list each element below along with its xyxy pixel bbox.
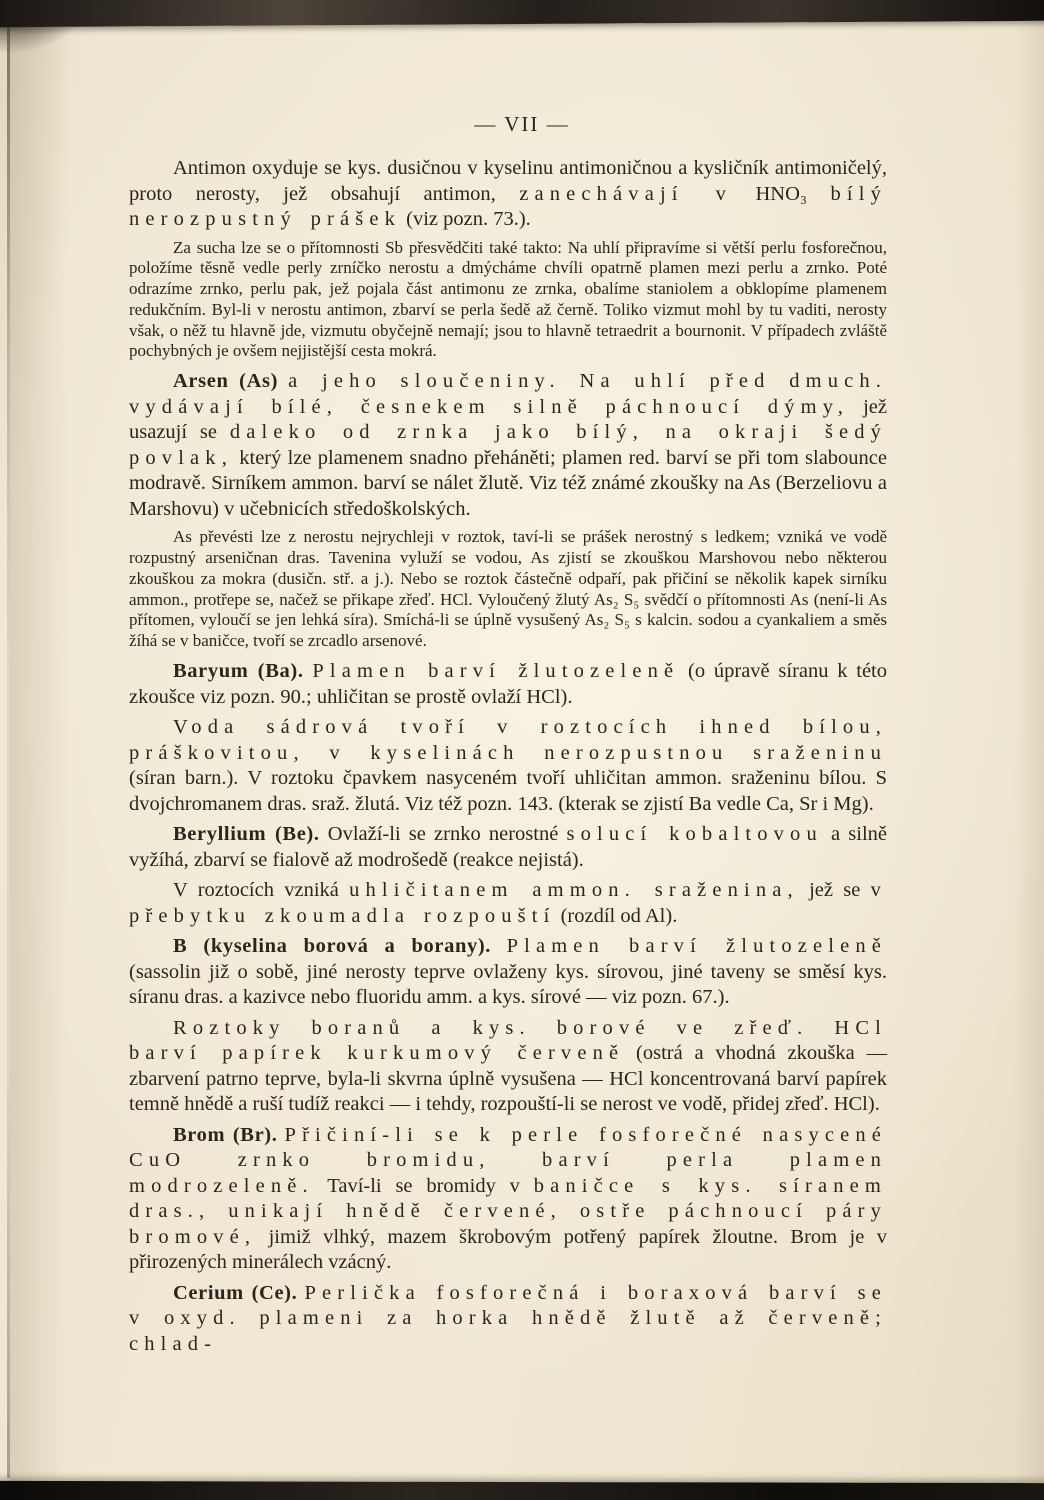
text-run: jež se <box>798 879 871 902</box>
text-body <box>129 156 887 1362</box>
text-run: (ostrá a vhodná zkouška — zbarvení patrno teprve, byla-li skvrna úplně vysušena — HCl koncentrovaná barví papírek temně hnědě a ruší tudíž reakci — i tehdy, rozpouští-li se nerost ve vodě, přidej zřeď. HCl). <box>129 1042 887 1116</box>
term-heading: Baryum (Ba). <box>173 660 304 683</box>
text-run: Roztoky boranů a kys. borové ve zřeď. HCl barví papírek kurkumový červeně <box>129 1016 887 1065</box>
paragraph <box>129 934 887 1011</box>
paragraph <box>129 1281 887 1358</box>
term-heading: Brom (Br). <box>173 1123 278 1146</box>
text-run: a jeho sloučeniny. Na uhlí před dmuch. vydávají bílé, česnekem silně páchnoucí dýmy, <box>129 370 888 418</box>
paragraph <box>129 1123 887 1276</box>
paragraph <box>129 369 887 522</box>
text-run: jimiž vlhký, mazem škrobovým potřený papírek žloutne. Brom je v přirozených minerálech vzácný. <box>129 1225 887 1274</box>
text-run: uhličitanem ammon. sraženina, <box>349 879 799 902</box>
text-run: (rozdíl od Al). <box>555 904 678 927</box>
paragraph <box>129 1016 887 1118</box>
text-run: Plamen barví žlutozeleně <box>506 935 888 958</box>
text-run: Voda sádrová tvoří v roztocích ihned bílou, práškovitou, v kyselinách nerozpustnou sraženinu <box>129 716 887 764</box>
text-run: solucí kobaltovou <box>566 823 823 846</box>
text-run: daleko od zrnka jako bílý, na okraji šedý povlak, <box>129 421 887 469</box>
text-run: (síran barn.). V roztoku čpavkem nasyceném tvoří uhličitan ammon. sraženinu bílou. S dvojchromanem dras. sraž. žlutá. Viz též pozn. 143. (kterak se zjistí Ba vedle Ca, Sr i Mg). <box>129 767 887 815</box>
term-heading: B (kyselina borová a borany). <box>173 935 492 958</box>
text-run: který lze plamenem snadno přeháněti; plamen red. barví se při tom slabounce modravě. Sirníkem ammon. barví se nálet žlutě. Viz též známé zkoušky na As (Berzeliovu a Marshovu) v učebnicích středoškolských. <box>129 446 887 520</box>
text-run: V roztocích vzniká <box>173 879 350 902</box>
text-run: bílý nerozpustný prášek <box>129 182 887 230</box>
text-run: Za sucha lze se o přítomnosti Sb přesvědčiti také takto: Na uhlí připravíme si větší perlu fosforečnou, položíme těsně vedle perly zrníčko nerostu a dmýcháme chvíli opatrně plamen mezi perlu a zrnko. Poté odrazíme zrnko, perlu pak, jež pojala část antimonu ze zrnka, obalíme staniolem a obklopíme plamenem redukčním. Byl-li v nerostu antimon, zbarví se perla šedě až černě. Toliko vizmut mohl by tu vaditi, nerosty však, o něž tu hlavně jde, vizmutu obyčejně nemají; jsou to hlavně tetraedrit a bournonit. V případech zvláště pochybných je ovšem nejjistější cesta mokrá. <box>129 237 887 361</box>
text-run: Perlička fosforečná i boraxová barví se v oxyd. plameni za horka hnědě žlutě až červeně; chlad- <box>129 1281 887 1355</box>
scan-bottom-band <box>0 1481 1044 1500</box>
text-run: (o úpravě síranu k této zkoušce viz pozn. 90.; uhličitan se prostě ovlaží HCl). <box>129 660 887 708</box>
paragraph <box>129 527 887 652</box>
term-heading: Cerium (Ce). <box>173 1281 298 1304</box>
paragraph <box>129 659 887 710</box>
text-run <box>491 935 507 957</box>
paragraph <box>129 715 887 817</box>
paragraph <box>129 878 887 929</box>
scan-top-band <box>0 0 1044 27</box>
term-heading: Beryllium (Be). <box>173 823 320 846</box>
text-run: Plamen barví žlutozeleně <box>312 660 680 683</box>
paragraph <box>129 156 887 233</box>
text-run: baničce s kys. síranem dras., unikají hnědě červené, ostře páchnoucí páry bromové, <box>129 1174 887 1248</box>
text-run: a silně vyžíhá, zbarví se fialově až modrošedě (reakce nejistá). <box>129 823 888 871</box>
text-run: Taví-li se bromidy v <box>313 1174 534 1197</box>
text-run: v přebytku zkoumadla rozpouští <box>129 879 887 927</box>
page-right-shadow <box>1014 20 1044 1482</box>
text-run: Antimon oxyduje se kys. dusičnou v kyselinu antimoničnou a kysličník antimoničelý, proto nerosty, jež obsahují antimon, <box>129 157 887 205</box>
text-run: zanechávají v <box>519 182 733 205</box>
paragraph <box>129 238 887 363</box>
text-run: Přičiní-li se k perle fosforečné nasycené CuO zrnko bromidu, barví perla plamen modrozeleně. <box>129 1123 887 1197</box>
text-run: As převésti lze z nerostu nejrychleji v roztok, taví-li se prášek nerostný s ledkem; vzniká ve vodě rozpustný arseničnan dras. Tavenina vyluží se vodou, As zjistí se zkouškou Marshovou nebo některou zkouškou za mokra (dusičn. stř. a j.). Nebo se roztok částečně odpaří, pak přičiní se několik kapek sirníku ammon., protřepe se, načež se přikape zřeď. HCl. Vyloučený žlutý As₂ S₅ svědčí o přítomnosti As (není-li As přítomen, vyloučí se jen lehká síra). Smíchá-li se úplně vysušený As₂ S₅ s kalcin. sodou a cyankaliem a směs žíhá se v baničce, tvoří se zrcadlo arsenové. <box>129 527 887 651</box>
page-left-shadow <box>10 20 70 1482</box>
text-run: (viz pozn. 73.). <box>401 208 531 230</box>
text-run: jež usazují se <box>129 395 887 444</box>
text-run: HNO₃ <box>732 182 831 205</box>
term-heading: Arsen (As) <box>173 370 279 393</box>
text-run <box>278 370 288 392</box>
page-number: — VII — <box>474 112 570 136</box>
text-run <box>277 1124 284 1146</box>
text-run: (sassolin již o sobě, jiné nerosty teprve ovlaženy kys. sírovou, jiné taveny se směsí kys. síranu dras. a kazivce nebo fluoridu amm. a kys. sírové — viz pozn. 67.). <box>129 960 887 1009</box>
paragraph <box>129 822 887 873</box>
text-run: Ovlaží-li se zrnko nerostné <box>319 823 567 846</box>
